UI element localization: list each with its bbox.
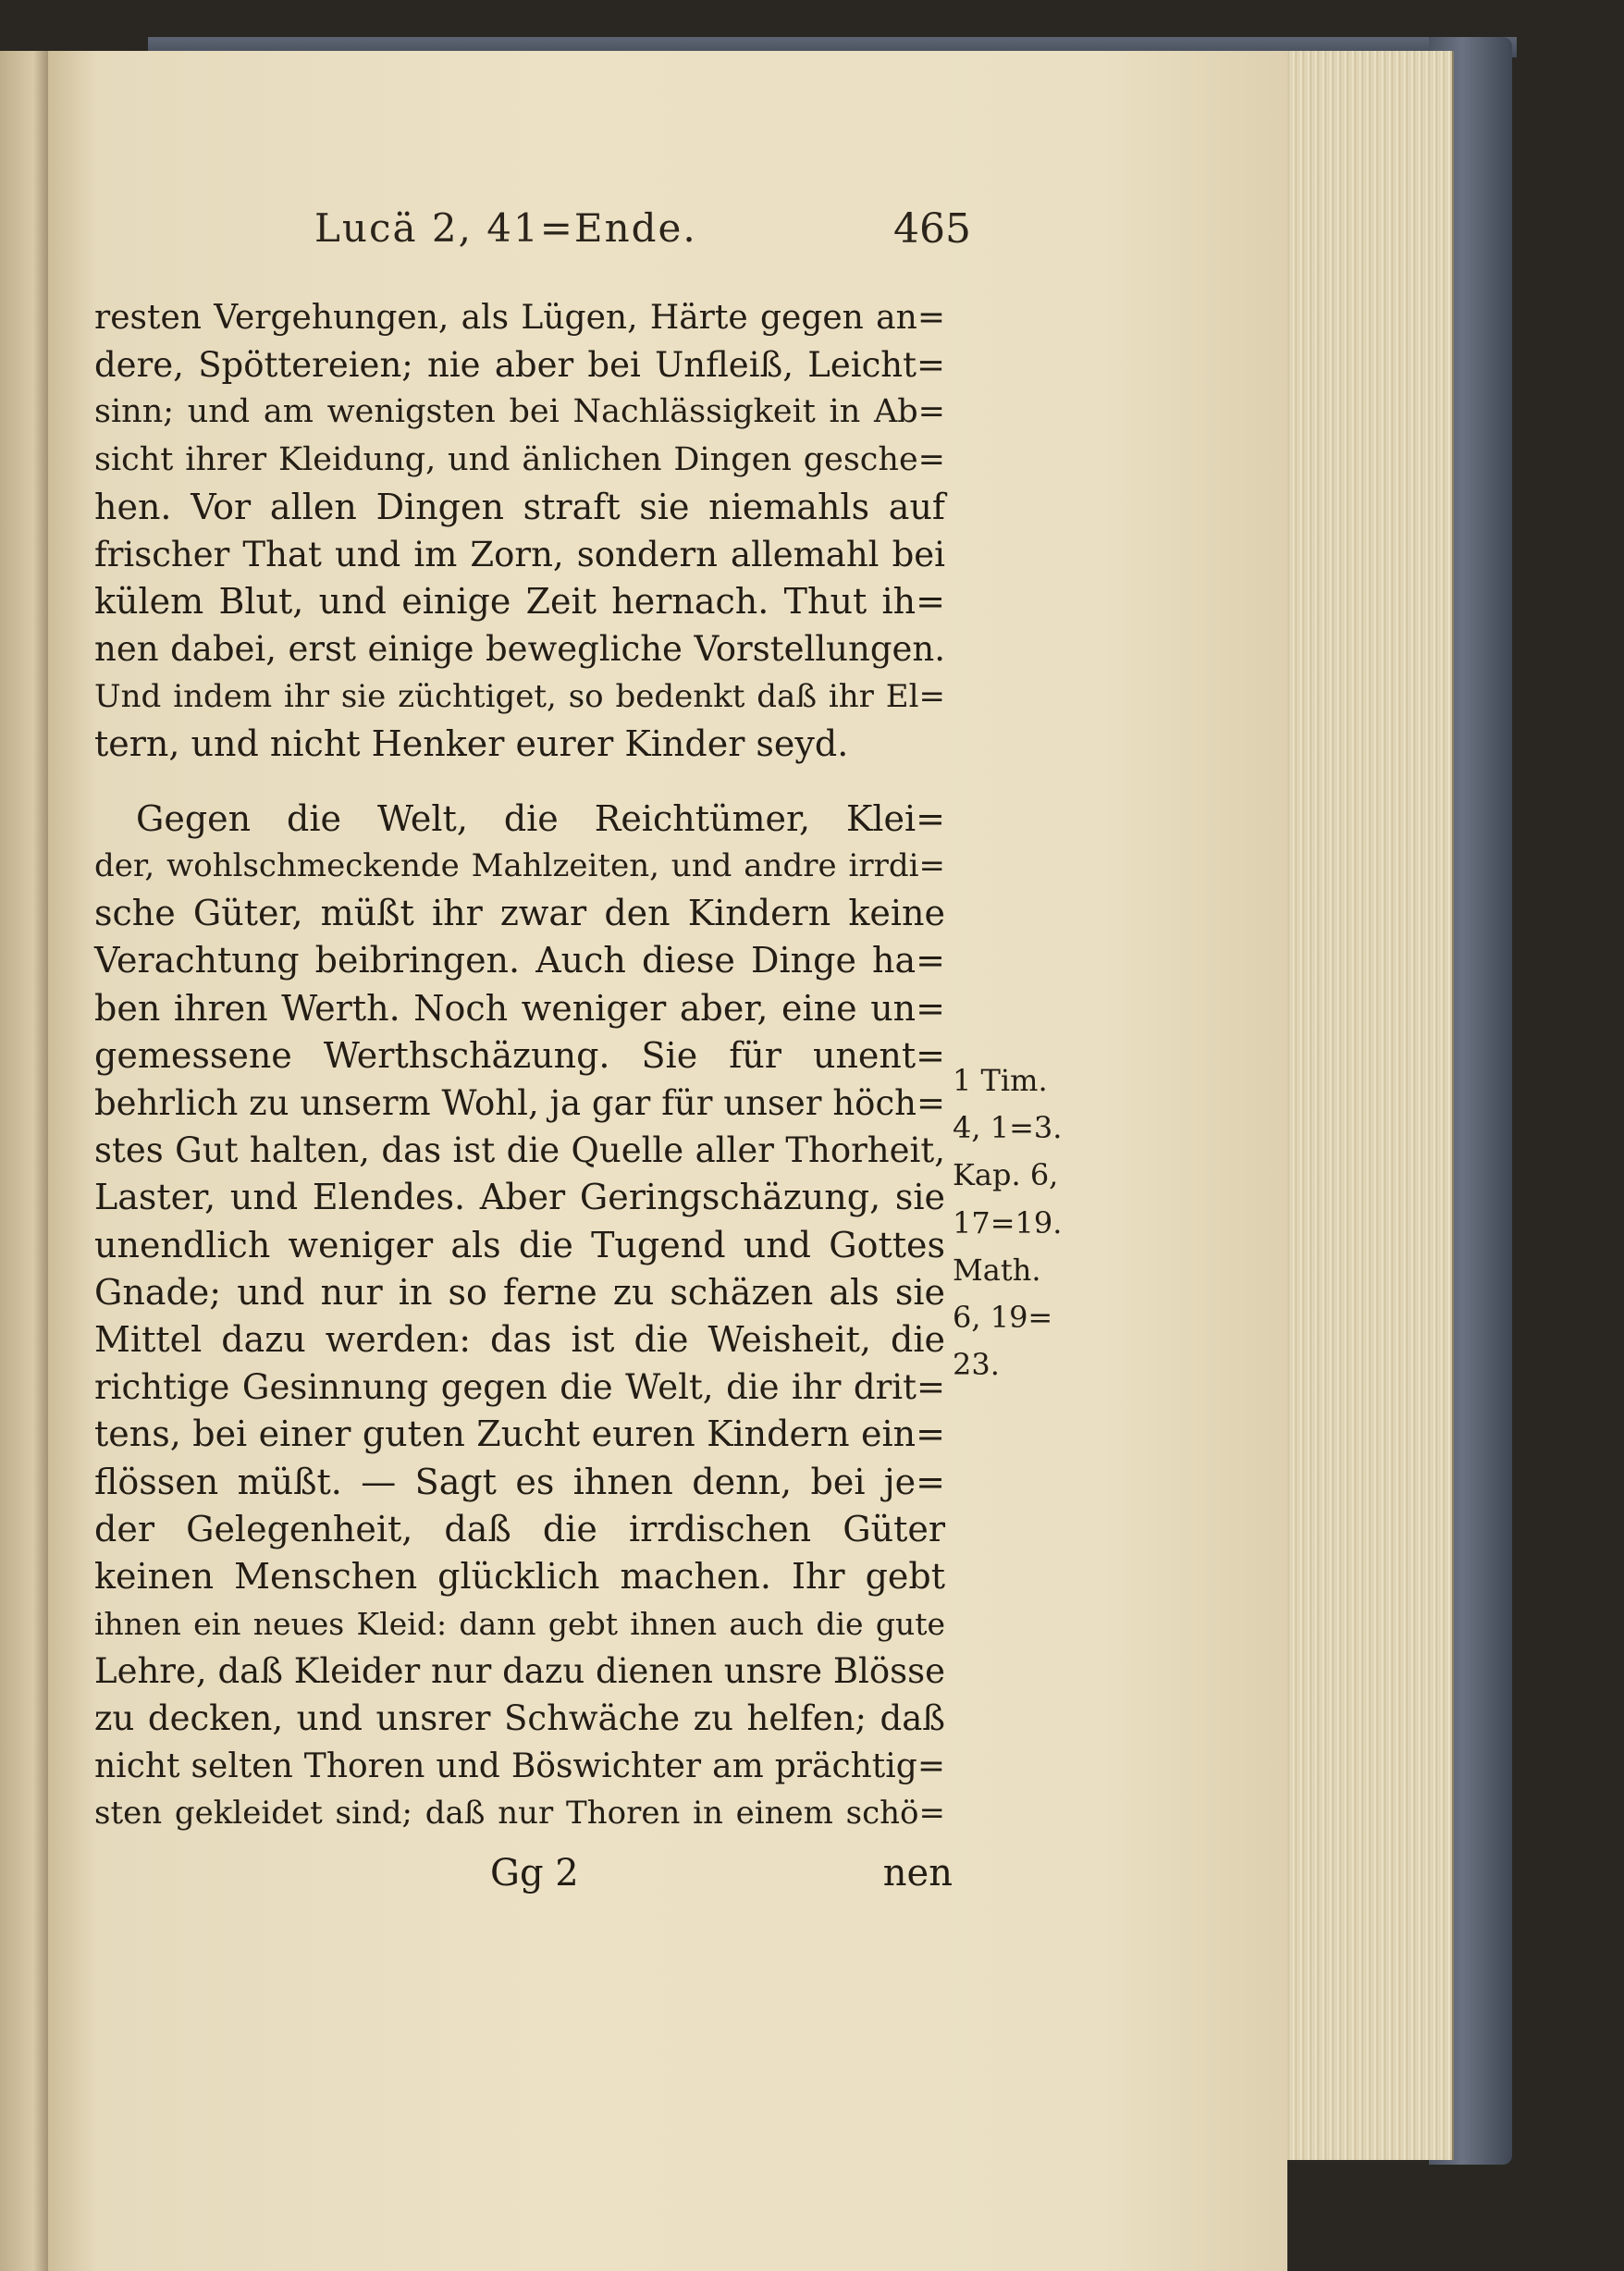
marginal-note: 23. <box>953 1347 1000 1383</box>
text-line: Mittel dazu werden: das ist die Weisheit, die <box>94 1318 945 1360</box>
text-line: stes Gut halten, das ist die Quelle aller Thorheit, <box>94 1130 945 1171</box>
text-line: tens, bei einer guten Zucht euren Kindern ein= <box>94 1413 945 1455</box>
text-line: ihnen ein neues Kleid: dann gebt ihnen auch die gute <box>94 1606 945 1643</box>
text-line: frischer That und im Zorn, sondern allemahl bei <box>94 534 945 574</box>
text-line: zu decken, und unsrer Schwäche zu helfen; daß <box>94 1698 945 1739</box>
text-line: keinen Menschen glücklich machen. Ihr gebt <box>94 1555 945 1597</box>
text-line: sinn; und am wenigsten bei Nachlässigkeit in Ab= <box>94 393 945 431</box>
paragraph-gap <box>94 768 945 796</box>
text-line: richtige Gesinnung gegen die Welt, die ihr drit= <box>94 1367 945 1408</box>
text-line: behrlich zu unserm Wohl, ja gar für unser höch= <box>94 1083 945 1123</box>
marginal-note: Math. <box>953 1252 1041 1288</box>
text-line: hen. Vor allen Dingen straft sie niemahls auf <box>94 486 945 527</box>
text-line: Und indem ihr sie züchtiget, so bedenkt daß ihr El= <box>94 677 945 715</box>
text-line: der, wohlschmeckende Mahlzeiten, und andre irrdi= <box>94 847 945 885</box>
running-header: Lucä 2, 41=Ende. <box>314 205 697 251</box>
text-line: sicht ihrer Kleidung, und änlichen Dingen gesche= <box>94 440 945 478</box>
page-number: 465 <box>893 205 971 253</box>
paragraph-2 <box>94 796 945 843</box>
text-line: nen dabei, erst einige bewegliche Vorstellungen. <box>94 629 945 670</box>
text-line: Gegen die Welt, die Reichtümer, Klei= <box>136 797 945 839</box>
main-text <box>94 294 945 1837</box>
text-line: sten gekleidet sind; daß nur Thoren in einem schö= <box>94 1794 945 1832</box>
text-line: resten Vergehungen, als Lügen, Härte gegen an= <box>94 299 945 337</box>
text-line: Gnade; und nur in so ferne zu schäzen als sie <box>94 1271 945 1313</box>
text-line: gemessene Werthschäzung. Sie für unent= <box>94 1034 945 1076</box>
page-block-edges <box>1276 51 1454 2160</box>
facing-page-edge <box>0 51 55 2271</box>
text-line: der Gelegenheit, daß die irrdischen Güter <box>94 1508 945 1549</box>
text-line: unendlich weniger als die Tugend und Gottes <box>94 1224 945 1265</box>
marginal-note: Kap. 6, <box>953 1157 1059 1193</box>
text-line: Verachtung beibringen. Auch diese Dinge ha= <box>94 940 945 981</box>
marginal-note: 4, 1=3. <box>953 1110 1063 1146</box>
paragraph-1 <box>94 294 945 768</box>
text-line: külem Blut, und einige Zeit hernach. Thut ih= <box>94 581 945 623</box>
marginal-references <box>953 1057 1064 1389</box>
paragraph-2-body <box>94 843 945 1837</box>
text-line: nicht selten Thoren und Böswichter am prächtig= <box>94 1746 945 1785</box>
text-line: Laster, und Elendes. Aber Geringschäzung, sie <box>94 1177 945 1218</box>
marginal-note: 1 Tim. <box>953 1063 1048 1098</box>
signature-mark: Gg 2 <box>490 1852 579 1895</box>
text-line: Lehre, daß Kleider nur dazu dienen unsre Blösse <box>94 1651 945 1692</box>
text-line: flössen müßt. — Sagt es ihnen denn, bei je= <box>94 1461 945 1502</box>
marginal-note: 17=19. <box>953 1204 1063 1240</box>
text-line: tern, und nicht Henker eurer Kinder seyd. <box>94 722 849 764</box>
catchword: nen <box>882 1852 953 1895</box>
text-line: ben ihren Werth. Noch weniger aber, eine un= <box>94 987 945 1029</box>
text-line: sche Güter, müßt ihr zwar den Kindern keine <box>94 893 945 934</box>
text-line: dere, Spöttereien; nie aber bei Unfleiß, Leicht= <box>94 345 945 386</box>
marginal-note: 6, 19= <box>953 1299 1053 1335</box>
